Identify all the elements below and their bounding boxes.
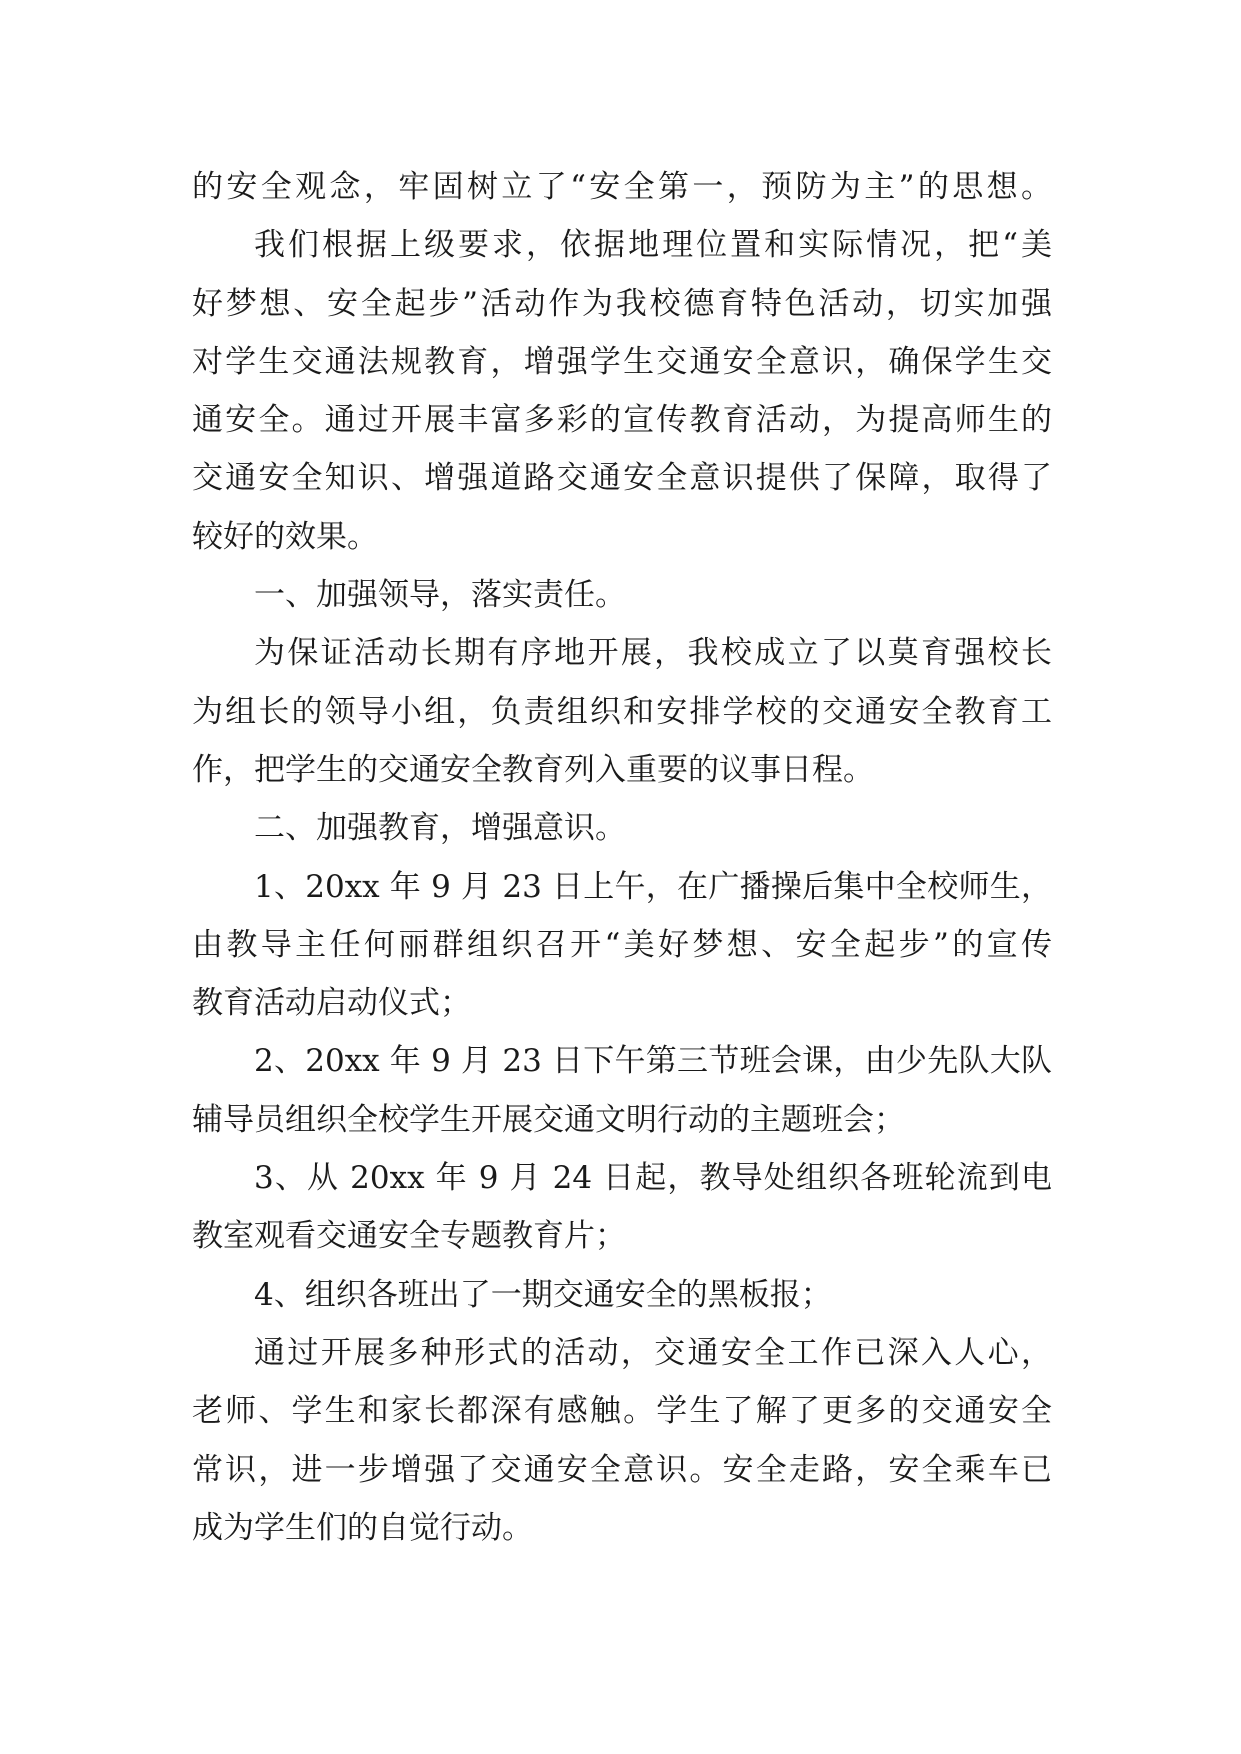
document-body	[192, 158, 1052, 1557]
text-line: 常识，进一步增强了交通安全意识。安全走路，安全乘车已	[192, 1451, 1052, 1488]
text-line: 对学生交通法规教育，增强学生交通安全意识，确保学生交	[192, 343, 1052, 380]
text-line: 好梦想、安全起步”活动作为我校德育特色活动，切实加强	[192, 285, 1052, 322]
text-line: 4、组织各班出了一期交通安全的黑板报；	[254, 1276, 832, 1313]
text-line: 为保证活动长期有序地开展，我校成立了以莫育强校长	[254, 635, 1052, 672]
text-line: 通过开展多种形式的活动，交通安全工作已深入人心，	[254, 1334, 1052, 1371]
text-line: 为组长的领导小组，负责组织和安排学校的交通安全教育工	[192, 693, 1052, 730]
text-line: 成为学生们的自觉行动。	[192, 1509, 533, 1546]
text-line: 通安全。通过开展丰富多彩的宣传教育活动，为提高师生的	[192, 402, 1052, 439]
text-line: 二、加强教育，增强意识。	[254, 810, 626, 847]
text-line: 教室观看交通安全专题教育片；	[192, 1218, 626, 1255]
text-line: 作，把学生的交通安全教育列入重要的议事日程。	[192, 751, 874, 788]
text-line: 2、20xx 年 9 月 23 日下午第三节班会课，由少先队大队	[254, 1043, 1052, 1080]
text-line: 交通安全知识、增强道路交通安全意识提供了保障，取得了	[192, 460, 1052, 497]
text-line: 老师、学生和家长都深有感触。学生了解了更多的交通安全	[192, 1393, 1052, 1430]
text-line: 1、20xx 年 9 月 23 日上午，在广播操后集中全校师生，	[254, 868, 1052, 905]
text-line: 辅导员组织全校学生开展交通文明行动的主题班会；	[192, 1101, 905, 1138]
text-line: 教育活动启动仪式；	[192, 985, 471, 1022]
text-line: 较好的效果。	[192, 518, 378, 555]
text-line: 由教导主任何丽群组织召开“美好梦想、安全起步”的宣传	[192, 926, 1052, 963]
text-line: 我们根据上级要求，依据地理位置和实际情况，把“美	[254, 227, 1052, 264]
text-line: 一、加强领导，落实责任。	[254, 577, 626, 614]
text-line: 3、从 20xx 年 9 月 24 日起，教导处组织各班轮流到电	[254, 1160, 1052, 1197]
text-line: 的安全观念，牢固树立了“安全第一，预防为主”的思想。	[192, 169, 1052, 205]
